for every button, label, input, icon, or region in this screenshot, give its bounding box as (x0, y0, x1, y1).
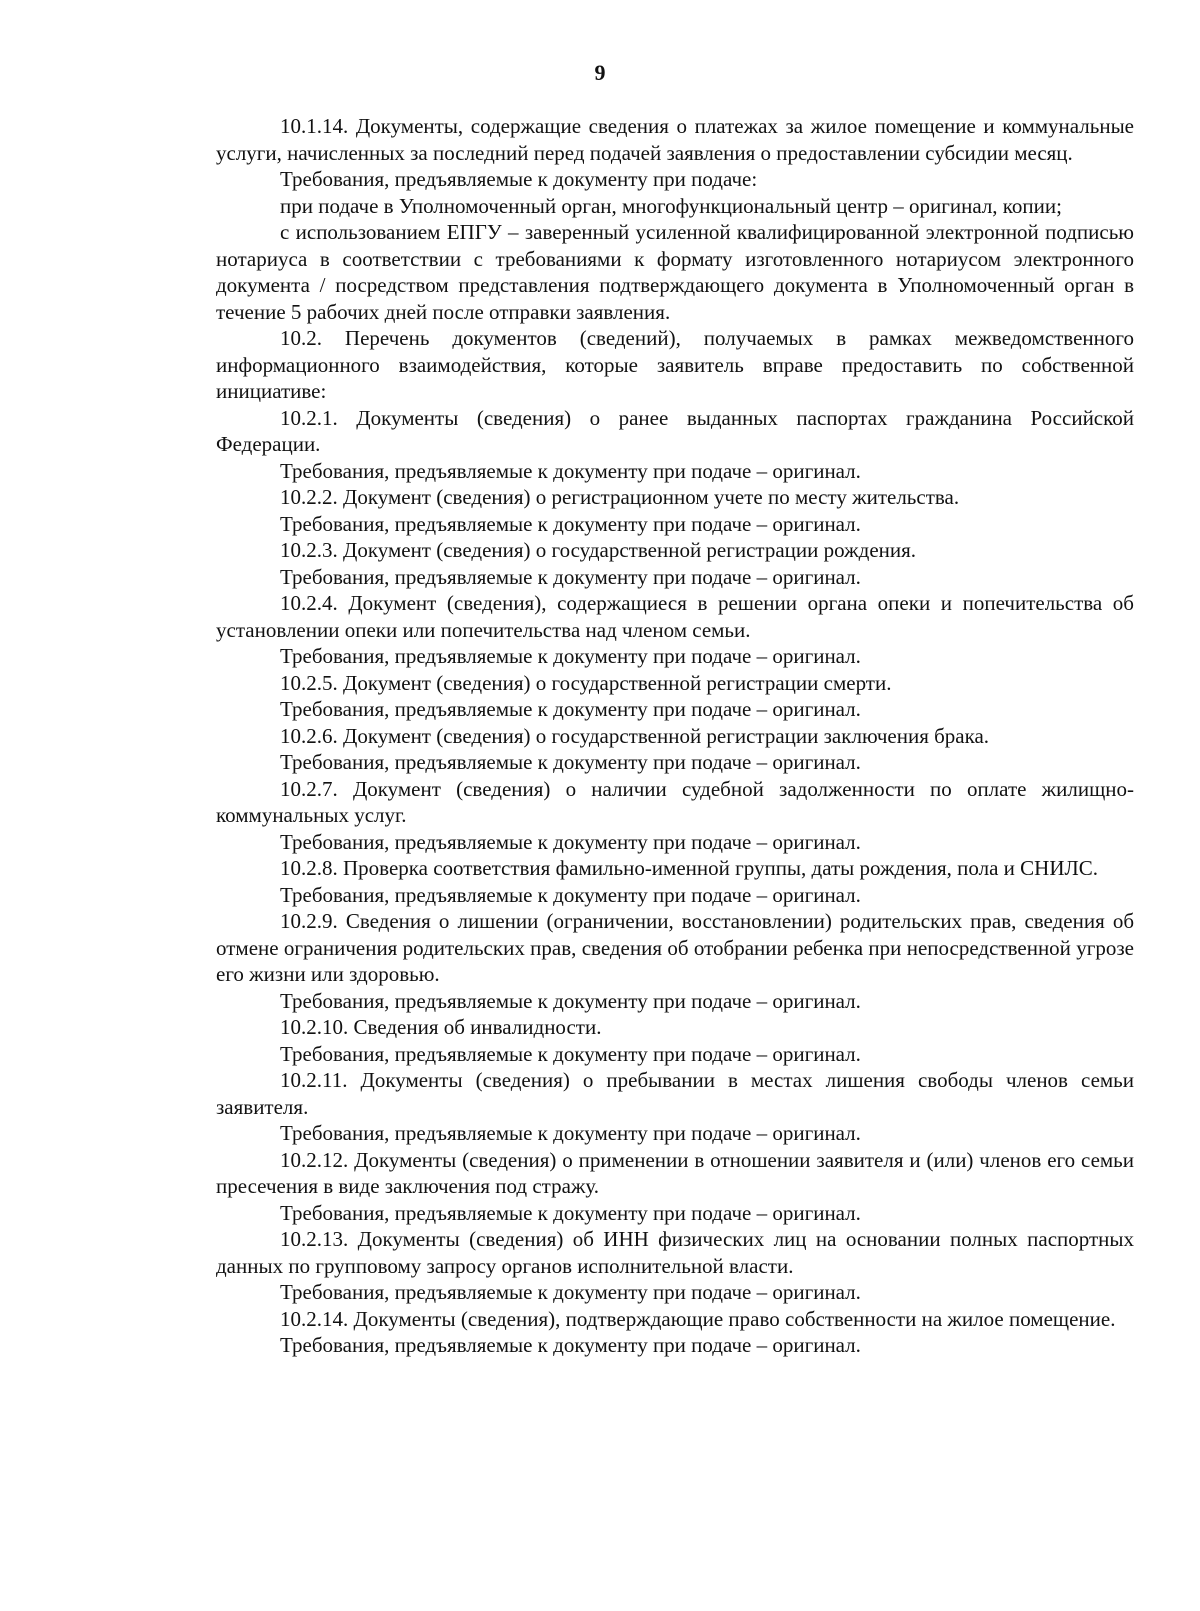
paragraph-10-2-5: 10.2.5. Документ (сведения) о государственной регистрации смерти. (280, 670, 892, 695)
requirements-paragraph: Требования, предъявляемые к документу при подаче – оригинал. (280, 511, 861, 536)
requirements-epgu-submission: с использованием ЕПГУ – заверенный усиленной квалифицированной электронной подписью нотариуса в соответствии с требованиями к формату изготовленного нотариусом электронного документа / посредством представления подтверждающего документа в Уполномоченный орган в течение 5 рабочих дней после отправки заявления. (216, 220, 1134, 324)
paragraph-10-2-11: 10.2.11. Документы (сведения) о пребывании в местах лишения свободы членов семьи заявителя. (216, 1068, 1134, 1119)
requirements-paragraph: Требования, предъявляемые к документу при подаче – оригинал. (280, 882, 861, 907)
paragraph-10-2-12: 10.2.12. Документы (сведения) о применении в отношении заявителя и (или) членов его семьи пресечения в виде заключения под стражу. (216, 1147, 1134, 1198)
paragraph-10-2-8: 10.2.8. Проверка соответствия фамильно-именной группы, даты рождения, пола и СНИЛС. (280, 856, 1099, 880)
document-body (216, 113, 1134, 1359)
requirements-paragraph: Требования, предъявляемые к документу при подаче – оригинал. (280, 697, 861, 721)
requirements-paragraph: Требования, предъявляемые к документу при подаче – оригинал. (280, 829, 861, 854)
paragraph-10-2-1: 10.2.1. Документы (сведения) о ранее выданных паспортах гражданина Российской Федерации. (216, 405, 1134, 456)
paragraph-10-2-13: 10.2.13. Документы (сведения) об ИНН физических лиц на основании полных паспортных данных по групповому запросу органов исполнительной власти. (216, 1227, 1134, 1278)
requirements-paragraph: Требования, предъявляемые к документу при подаче – оригинал. (280, 1333, 861, 1357)
paragraph-10-2-9: 10.2.9. Сведения о лишении (ограничении, восстановлении) родительских прав, сведения об отмене ограничения родительских прав, сведения об отобрании ребенка при непосредственной угрозе его жизни или здоровью. (216, 909, 1134, 986)
requirements-paragraph: Требования, предъявляемые к документу при подаче – оригинал. (280, 564, 861, 589)
paragraph-10-2-4: 10.2.4. Документ (сведения), содержащиеся в решении органа опеки и попечительства об установлении опеки или попечительства над членом семьи. (216, 591, 1134, 642)
requirements-paragraph: Требования, предъявляемые к документу при подаче – оригинал. (280, 644, 861, 668)
paragraph-10-2-3: 10.2.3. Документ (сведения) о государственной регистрации рождения. (280, 538, 917, 562)
requirements-paragraph: Требования, предъявляемые к документу при подаче – оригинал. (280, 988, 861, 1013)
paragraph-10-2-6: 10.2.6. Документ (сведения) о государственной регистрации заключения брака. (280, 723, 990, 748)
requirements-paragraph: Требования, предъявляемые к документу при подаче – оригинал. (280, 1041, 861, 1066)
requirements-paragraph: Требования, предъявляемые к документу при подаче – оригинал. (280, 458, 861, 483)
paragraph-10-2: 10.2. Перечень документов (сведений), получаемых в рамках межведомственного информационного взаимодействия, которые заявитель вправе предоставить по собственной инициативе: (216, 326, 1134, 403)
paragraph-10-1-14: 10.1.14. Документы, содержащие сведения о платежах за жилое помещение и коммунальные услуги, начисленных за последний перед подачей заявления о предоставлении субсидии месяц. (216, 114, 1134, 165)
paragraph-10-2-7: 10.2.7. Документ (сведения) о наличии судебной задолженности по оплате жилищно-коммунальных услуг. (216, 776, 1134, 827)
requirements-paragraph: Требования, предъявляемые к документу при подаче: (280, 167, 758, 191)
requirements-paragraph: Требования, предъявляемые к документу при подаче – оригинал. (280, 1200, 861, 1225)
requirements-paragraph: Требования, предъявляемые к документу при подаче – оригинал. (280, 1280, 861, 1304)
page-number: 9 (594, 60, 606, 85)
requirements-paragraph: Требования, предъявляемые к документу при подаче – оригинал. (280, 750, 861, 774)
paragraph-10-2-10: 10.2.10. Сведения об инвалидности. (280, 1015, 602, 1039)
paragraph-10-2-2: 10.2.2. Документ (сведения) о регистрационном учете по месту жительства. (280, 485, 960, 509)
requirements-office-submission: при подаче в Уполномоченный орган, многофункциональный центр – оригинал, копии; (280, 193, 1062, 218)
requirements-paragraph: Требования, предъявляемые к документу при подаче – оригинал. (280, 1121, 861, 1145)
paragraph-10-2-14: 10.2.14. Документы (сведения), подтверждающие право собственности на жилое помещение. (280, 1306, 1116, 1331)
